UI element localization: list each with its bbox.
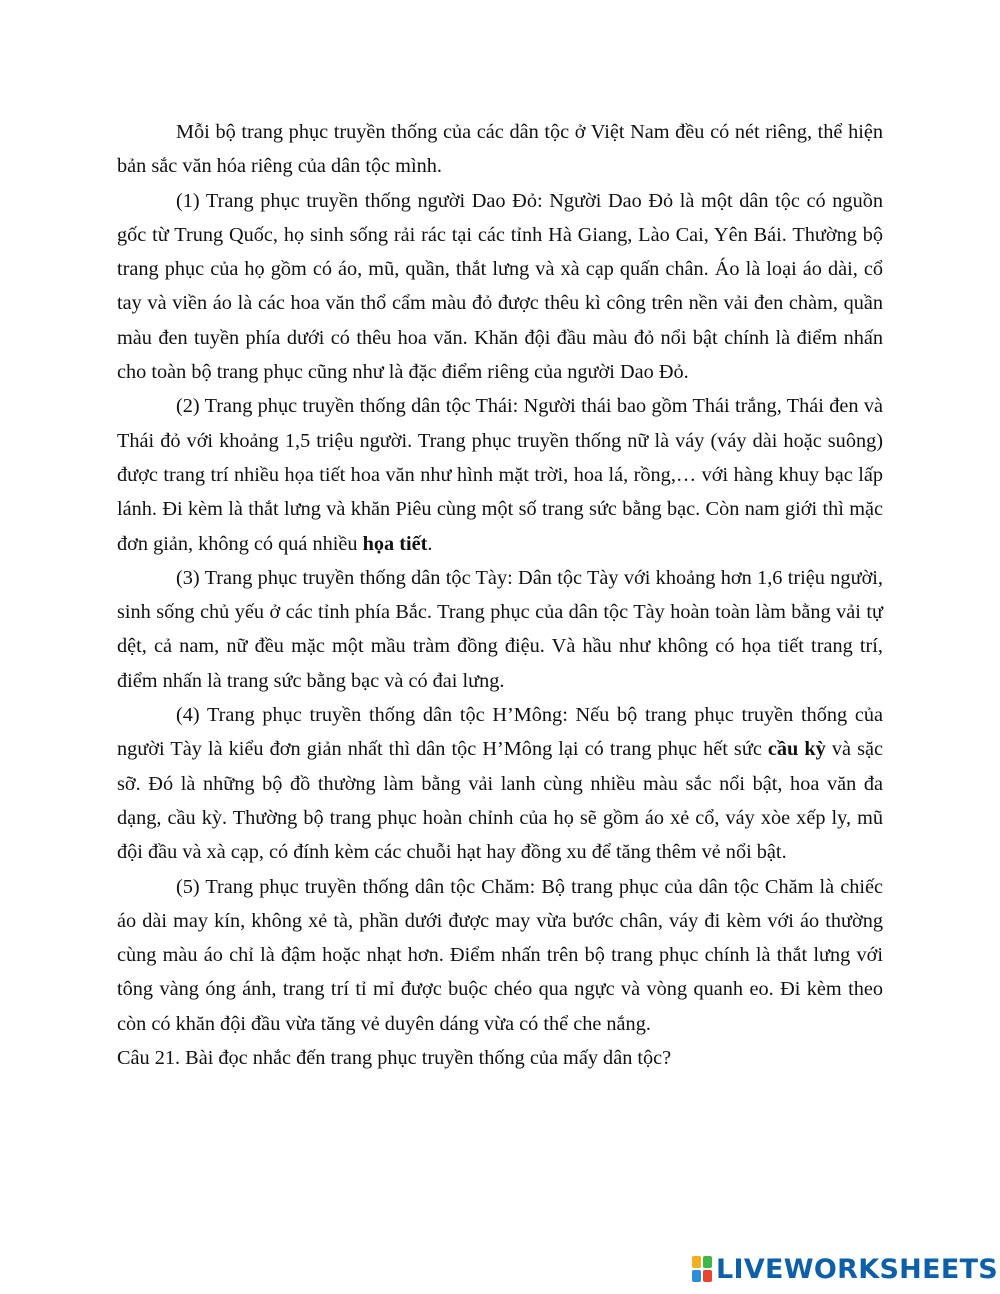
paragraph-thai bbox=[117, 389, 883, 560]
intro-paragraph: Mỗi bộ trang phục truyền thống của các dân tộc ở Việt Nam đều có nét riêng, thể hiện bản sắc văn hóa riêng của dân tộc mình. bbox=[117, 121, 883, 178]
paragraph-hmong bbox=[117, 698, 883, 869]
paragraph-tay: (3) Trang phục truyền thống dân tộc Tày: Dân tộc Tày với khoảng hơn 1,6 triệu người, sinh sống chủ yếu ở các tỉnh phía Bắc. Trang phục của dân tộc Tày hoàn toàn làm bằng vải tự dệt, cả nam, nữ đều mặc một mầu tràm đồng điệu. Và hầu như không có họa tiết trang trí, điểm nhấn là trang sức bằng bạc và có đai lưng. bbox=[117, 566, 883, 692]
bold-hoa-tiet: họa tiết bbox=[362, 532, 428, 555]
paragraph-thai-end: . bbox=[427, 532, 433, 555]
bold-cau-ky: cầu kỳ bbox=[767, 738, 826, 761]
logo-text: LIVEWORKSHEETS bbox=[716, 1253, 999, 1285]
paragraph-hmong-rest: và sặc sỡ. Đó là những bộ đồ thường làm bằng vải lanh cùng nhiều màu sắc nổi bật, hoa văn đa dạng, cầu kỳ. Thường bộ trang phục hoàn chỉnh của họ sẽ gồm áo xẻ cổ, váy xòe xếp ly, mũ đội đầu và xà cạp, có đính kèm các chuỗi hạt hay đồng xu để tăng thêm vẻ nổi bật. bbox=[117, 738, 883, 864]
paragraph-thai-text: (2) Trang phục truyền thống dân tộc Thái: Người thái bao gồm Thái trắng, Thái đen và Thái đỏ với khoảng 1,5 triệu người. Trang phục truyền thống nữ là váy (váy dài hoặc suông) được trang trí nhiều họa tiết hoa văn như hình mặt trời, hoa lá, rồng,… với hàng khuy bạc lấp lánh. Đi kèm là thắt lưng và khăn Piêu cùng một số trang sức bằng bạc. Còn nam giới thì mặc đơn giản, không có quá nhiều bbox=[117, 395, 883, 555]
liveworksheets-logo bbox=[692, 1252, 998, 1286]
paragraph-cham: (5) Trang phục truyền thống dân tộc Chăm: Bộ trang phục của dân tộc Chăm là chiếc áo dài may kín, không xẻ tà, phần dưới được may vừa bước chân, váy đi kèm với áo thường cùng màu áo chỉ là đậm hoặc nhạt hơn. Điểm nhấn trên bộ trang phục chính là thắt lưng với tông vàng óng ánh, trang trí tỉ mỉ được buộc chéo qua ngực và vòng quanh eo. Đi kèm theo còn có khăn đội đầu vừa tăng vẻ duyên dáng vừa có thể che nắng. bbox=[117, 875, 883, 1035]
liveworksheets-logo-icon bbox=[692, 1256, 712, 1282]
question-21: Câu 21. Bài đọc nhắc đến trang phục truyền thống của mấy dân tộc? bbox=[117, 1047, 672, 1070]
paragraph-hmong-text: (4) Trang phục truyền thống dân tộc H’Mông: Nếu bộ trang phục truyền thống của người Tày là kiểu đơn giản nhất thì dân tộc H’Mông lại có trang phục hết sức bbox=[117, 704, 883, 761]
document-body bbox=[117, 115, 883, 1075]
paragraph-dao-do: (1) Trang phục truyền thống người Dao Đỏ: Người Dao Đỏ là một dân tộc có nguồn gốc từ Trung Quốc, họ sinh sống rải rác tại các tỉnh Hà Giang, Lào Cai, Yên Bái. Thường bộ trang phục của họ gồm có áo, mũ, quần, thắt lưng và xà cạp quấn chân. Áo là loại áo dài, cổ tay và viền áo là các hoa văn thổ cẩm màu đỏ được thêu kì công trên nền vải đen chàm, quần màu đen tuyền phía dưới có thêu hoa văn. Khăn đội đầu màu đỏ nổi bật chính là điểm nhấn cho toàn bộ trang phục cũng như là đặc điểm riêng của người Dao Đỏ. bbox=[117, 189, 883, 384]
